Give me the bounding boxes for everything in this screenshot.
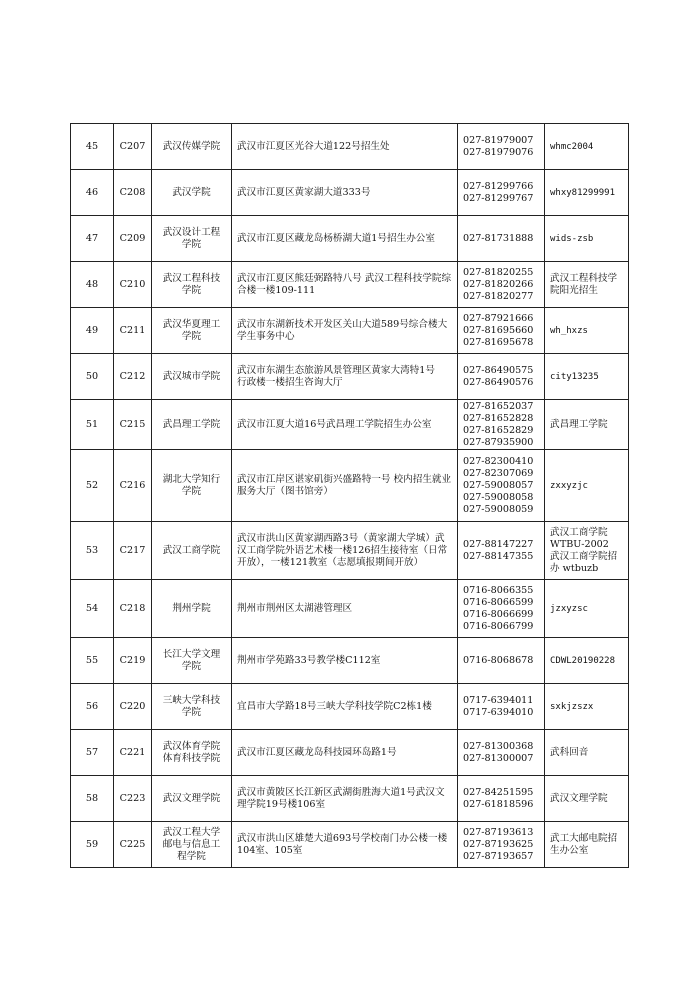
table-row xyxy=(71,730,629,776)
row-number: 59 xyxy=(71,822,114,868)
wechat-account: sxkjzszx xyxy=(545,684,629,730)
table-row xyxy=(71,580,629,638)
address: 荆州市学苑路33号教学楼C112室 xyxy=(232,638,458,684)
school-name: 武汉工程科技 学院 xyxy=(152,262,232,308)
school-code: C217 xyxy=(114,522,152,580)
table-row xyxy=(71,522,629,580)
phone-numbers: 027-87193613 027-87193625 027-87193657 xyxy=(458,822,545,868)
school-name: 武汉体育学院 体育科技学院 xyxy=(152,730,232,776)
address: 武汉市东湖生态旅游风景管理区黄家大湾特1号 行政楼一楼招生咨询大厅 xyxy=(232,354,458,400)
school-code: C218 xyxy=(114,580,152,638)
wechat-account: 武科回音 xyxy=(545,730,629,776)
row-number: 53 xyxy=(71,522,114,580)
address: 武汉市江夏区黄家湖大道333号 xyxy=(232,170,458,216)
row-number: 45 xyxy=(71,124,114,170)
table-row xyxy=(71,216,629,262)
phone-numbers: 027-81652037 027-81652828 027-81652829 027-87935900 xyxy=(458,400,545,450)
phone-numbers: 027-88147227 027-88147355 xyxy=(458,522,545,580)
table-row xyxy=(71,308,629,354)
address: 武汉市江夏大道16号武昌理工学院招生办公室 xyxy=(232,400,458,450)
phone-numbers: 027-84251595 027-61818596 xyxy=(458,776,545,822)
school-code: C219 xyxy=(114,638,152,684)
school-name: 武汉工程大学 邮电与信息工 程学院 xyxy=(152,822,232,868)
address: 武汉市洪山区黄家湖西路3号（黄家湖大学城）武汉工商学院外语艺术楼一楼126招生接待室（日常开放），一楼121教室（志愿填报期间开放） xyxy=(232,522,458,580)
school-code: C208 xyxy=(114,170,152,216)
phone-numbers: 027-81300368 027-81300007 xyxy=(458,730,545,776)
school-code: C210 xyxy=(114,262,152,308)
school-code: C207 xyxy=(114,124,152,170)
wechat-account: whmc2004 xyxy=(545,124,629,170)
address: 宜昌市大学路18号三峡大学科技学院C2栋1楼 xyxy=(232,684,458,730)
table-row xyxy=(71,170,629,216)
school-name: 荆州学院 xyxy=(152,580,232,638)
phone-numbers: 027-81299766 027-81299767 xyxy=(458,170,545,216)
address: 武汉市洪山区雄楚大道693号学校南门办公楼一楼104室、105室 xyxy=(232,822,458,868)
phone-numbers: 0716-8068678 xyxy=(458,638,545,684)
school-name: 武昌理工学院 xyxy=(152,400,232,450)
wechat-account: 武汉工程科技学院阳光招生 xyxy=(545,262,629,308)
address: 武汉市江夏区藏龙岛杨桥湖大道1号招生办公室 xyxy=(232,216,458,262)
school-name: 武汉工商学院 xyxy=(152,522,232,580)
school-code: C223 xyxy=(114,776,152,822)
wechat-account: CDWL20190228 xyxy=(545,638,629,684)
address: 武汉市江夏区藏龙岛科技园环岛路1号 xyxy=(232,730,458,776)
row-number: 56 xyxy=(71,684,114,730)
school-code: C225 xyxy=(114,822,152,868)
table-row xyxy=(71,822,629,868)
row-number: 47 xyxy=(71,216,114,262)
phone-numbers: 0716-8066355 0716-8066599 0716-8066699 0716-8066799 xyxy=(458,580,545,638)
school-code: C221 xyxy=(114,730,152,776)
table-row xyxy=(71,262,629,308)
wechat-account: 武汉文理学院 xyxy=(545,776,629,822)
row-number: 54 xyxy=(71,580,114,638)
row-number: 52 xyxy=(71,450,114,522)
school-name: 武汉文理学院 xyxy=(152,776,232,822)
school-name: 武汉传媒学院 xyxy=(152,124,232,170)
wechat-account: wh_hxzs xyxy=(545,308,629,354)
wechat-account: 武工大邮电院招生办公室 xyxy=(545,822,629,868)
address: 武汉市江岸区谌家矶街兴盛路特一号 校内招生就业服务大厅（图书馆旁） xyxy=(232,450,458,522)
address: 荆州市荆州区太湖港管理区 xyxy=(232,580,458,638)
address: 武汉市黄陂区长江新区武湖街胜海大道1号武汉文理学院19号楼106室 xyxy=(232,776,458,822)
phone-numbers: 027-81731888 xyxy=(458,216,545,262)
row-number: 55 xyxy=(71,638,114,684)
school-code: C215 xyxy=(114,400,152,450)
school-name: 长江大学文理 学院 xyxy=(152,638,232,684)
row-number: 49 xyxy=(71,308,114,354)
wechat-account: whxy81299991 xyxy=(545,170,629,216)
wechat-account: 武昌理工学院 xyxy=(545,400,629,450)
phone-numbers: 0717-6394011 0717-6394010 xyxy=(458,684,545,730)
table-row xyxy=(71,124,629,170)
row-number: 48 xyxy=(71,262,114,308)
address: 武汉市东湖新技术开发区关山大道589号综合楼大学生事务中心 xyxy=(232,308,458,354)
school-name: 武汉设计工程 学院 xyxy=(152,216,232,262)
school-name: 武汉学院 xyxy=(152,170,232,216)
school-name: 武汉城市学院 xyxy=(152,354,232,400)
school-name: 三峡大学科技 学院 xyxy=(152,684,232,730)
school-name: 湖北大学知行 学院 xyxy=(152,450,232,522)
phone-numbers: 027-87921666 027-81695660 027-81695678 xyxy=(458,308,545,354)
school-code: C209 xyxy=(114,216,152,262)
phone-numbers: 027-86490575 027-86490576 xyxy=(458,354,545,400)
address: 武汉市江夏区光谷大道122号招生处 xyxy=(232,124,458,170)
wechat-account: zxxyzjc xyxy=(545,450,629,522)
row-number: 57 xyxy=(71,730,114,776)
row-number: 46 xyxy=(71,170,114,216)
wechat-account: wids-zsb xyxy=(545,216,629,262)
phone-numbers: 027-81820255 027-81820266 027-81820277 xyxy=(458,262,545,308)
wechat-account: 武汉工商学院 WTBU-2002 武汉工商学院招办 wtbuzb xyxy=(545,522,629,580)
table-body xyxy=(71,124,629,868)
table-row xyxy=(71,684,629,730)
table-row xyxy=(71,354,629,400)
table-row xyxy=(71,450,629,522)
phone-numbers: 027-82300410 027-82307069 027-59008057 027-59008058 027-59008059 xyxy=(458,450,545,522)
phone-numbers: 027-81979007 027-81979076 xyxy=(458,124,545,170)
row-number: 50 xyxy=(71,354,114,400)
table-row xyxy=(71,776,629,822)
admissions-contact-table xyxy=(70,123,629,868)
row-number: 58 xyxy=(71,776,114,822)
table-row xyxy=(71,400,629,450)
school-name: 武汉华夏理工 学院 xyxy=(152,308,232,354)
school-code: C212 xyxy=(114,354,152,400)
school-code: C216 xyxy=(114,450,152,522)
row-number: 51 xyxy=(71,400,114,450)
school-code: C220 xyxy=(114,684,152,730)
address: 武汉市江夏区熊廷弼路特八号 武汉工程科技学院综合楼一楼109-111 xyxy=(232,262,458,308)
school-code: C211 xyxy=(114,308,152,354)
wechat-account: jzxyzsc xyxy=(545,580,629,638)
table-row xyxy=(71,638,629,684)
wechat-account: city13235 xyxy=(545,354,629,400)
